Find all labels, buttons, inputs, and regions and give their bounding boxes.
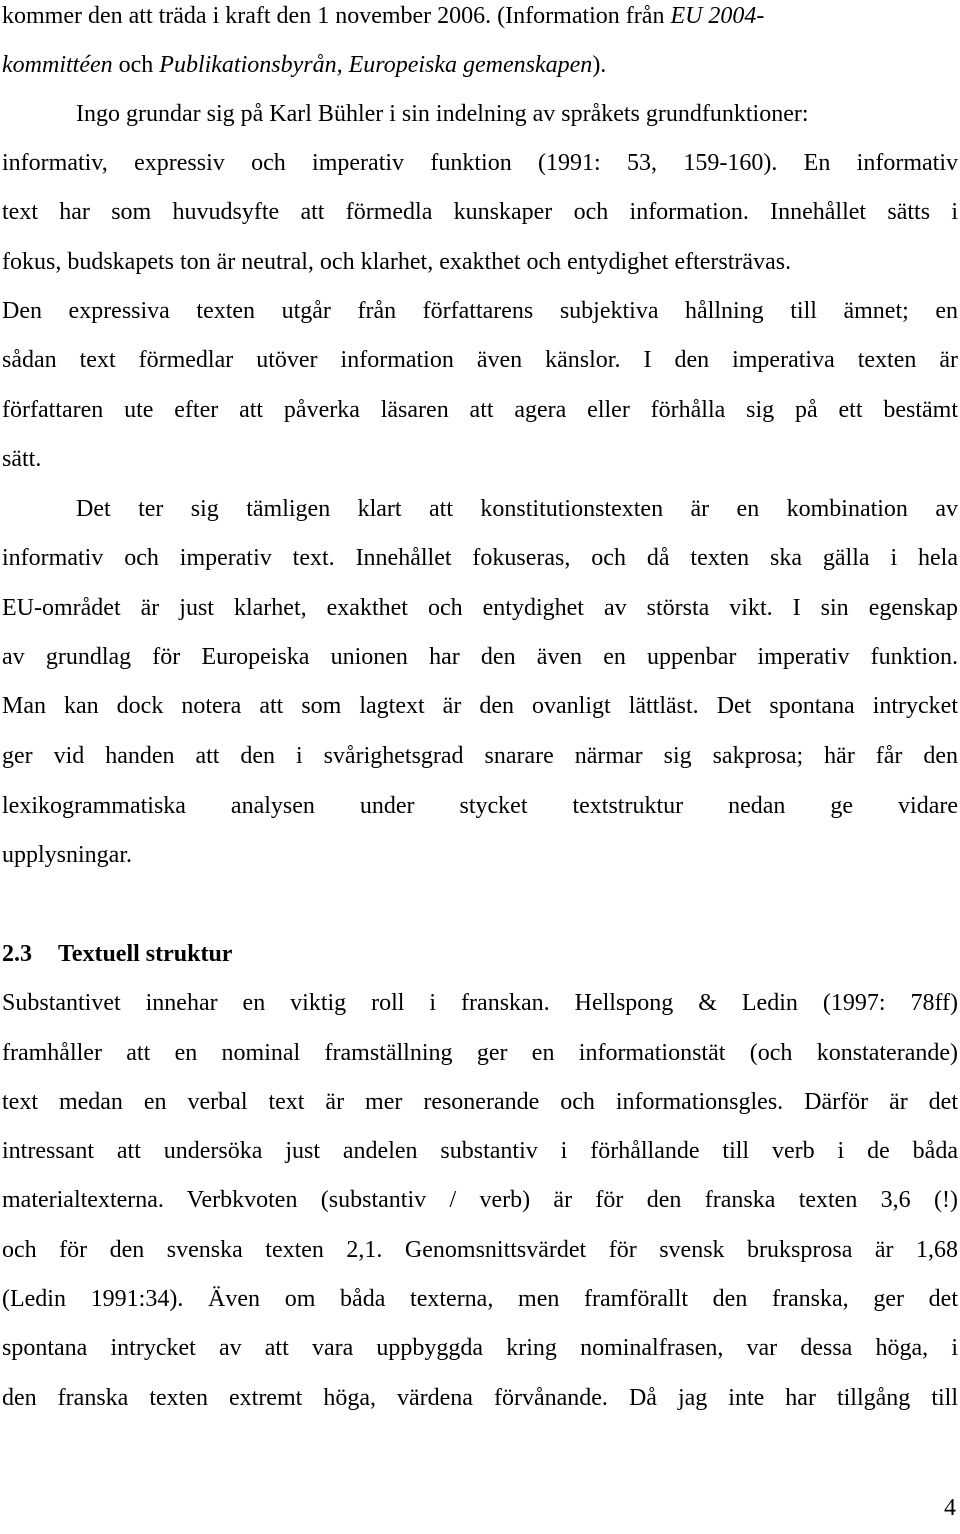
text-run: text medan en verbal text är mer resonerande och informationsgles. Därför är det	[2, 1089, 958, 1115]
page-number: 4	[944, 1495, 956, 1521]
text-line	[76, 100, 958, 128]
text-run: och för den svenska texten 2,1. Genomsnittsvärdet för svensk bruksprosa är 1,68	[2, 1237, 958, 1263]
text-run: informativ, expressiv och imperativ funktion (1991: 53, 159-160). En informativ	[2, 150, 958, 176]
text-line	[2, 841, 958, 869]
text-line	[2, 445, 958, 473]
text-run: Det ter sig tämligen klart att konstitutionstexten är en kombination av	[76, 496, 958, 522]
text-line	[2, 1137, 958, 1165]
text-run: intressant att undersöka just andelen substantiv i förhållande till verb i de båda	[2, 1138, 958, 1164]
text-run: Ingo grundar sig på Karl Bühler i sin indelning av språkets grundfunktioner:	[76, 101, 809, 127]
text-line	[2, 1186, 958, 1214]
text-line	[2, 594, 958, 622]
text-line	[2, 1285, 958, 1313]
text-run: den franska texten extremt höga, värdena förvånande. Då jag inte har tillgång till	[2, 1385, 958, 1411]
text-line	[2, 792, 958, 820]
text-run: EU-området är just klarhet, exakthet och entydighet av största vikt. I sin egenskap	[2, 595, 958, 621]
text-run: EU 2004-	[670, 3, 765, 29]
text-run: Publikationsbyrån, Europeiska gemenskapen	[159, 52, 593, 78]
section-number: 2.3	[2, 941, 32, 967]
text-run: av grundlag för Europeiska unionen har den även en uppenbar imperativ funktion.	[2, 644, 958, 670]
text-line	[2, 346, 958, 374]
text-line	[2, 989, 958, 1017]
text-line	[2, 1384, 958, 1412]
text-line	[2, 1088, 958, 1116]
text-line	[2, 1039, 958, 1067]
text-run: ger vid handen att den i svårighetsgrad snarare närmar sig sakprosa; här får den	[2, 743, 958, 769]
text-run: författaren ute efter att påverka läsaren att agera eller förhålla sig på ett bestämt	[2, 397, 958, 423]
text-line	[2, 643, 958, 671]
text-line	[2, 544, 958, 572]
text-line	[2, 2, 958, 30]
text-run: och	[112, 52, 160, 78]
text-line	[2, 198, 958, 226]
text-run: kommer den att träda i kraft den 1 november 2006. (Information från	[2, 3, 671, 29]
text-line	[2, 51, 958, 79]
text-run: (Ledin 1991:34). Även om båda texterna, men framförallt den franska, ger det	[2, 1286, 958, 1312]
text-run: Man kan dock notera att som lagtext är den ovanligt lättläst. Det spontana intrycket	[2, 693, 958, 719]
text-run: text har som huvudsyfte att förmedla kunskaper och information. Innehållet sätts i	[2, 199, 958, 225]
text-run: sådan text förmedlar utöver information även känslor. I den imperativa texten är	[2, 347, 958, 373]
text-run: informativ och imperativ text. Innehållet fokuseras, och då texten ska gälla i hela	[2, 545, 958, 571]
text-line	[2, 1334, 958, 1362]
text-run: kommittéen	[2, 52, 113, 78]
text-line	[2, 297, 958, 325]
text-run: Den expressiva texten utgår från författarens subjektiva hållning till ämnet; en	[2, 298, 958, 324]
text-line	[2, 396, 958, 424]
text-run: sätt.	[2, 446, 42, 472]
section-title: Textuell struktur	[58, 941, 233, 967]
text-line	[2, 1236, 958, 1264]
text-run: lexikogrammatiska analysen under stycket textstruktur nedan ge vidare	[2, 793, 958, 819]
section-heading	[2, 940, 232, 968]
text-line	[2, 248, 958, 276]
text-run: spontana intrycket av att vara uppbyggda kring nominalfrasen, var dessa höga, i	[2, 1335, 958, 1361]
text-run: framhåller att en nominal framställning ger en informationstät (och konstaterande)	[2, 1040, 958, 1066]
text-run: upplysningar.	[2, 842, 132, 868]
text-run: materialtexterna. Verbkvoten (substantiv / verb) är för den franska texten 3,6 (!)	[2, 1187, 958, 1213]
text-line	[2, 692, 958, 720]
text-line	[2, 149, 958, 177]
text-run: fokus, budskapets ton är neutral, och klarhet, exakthet och entydighet eftersträvas.	[2, 249, 792, 275]
text-run: Substantivet innehar en viktig roll i franskan. Hellspong & Ledin (1997: 78ff)	[2, 990, 958, 1016]
text-line	[2, 742, 958, 770]
text-run: ).	[592, 52, 607, 78]
text-line	[76, 495, 958, 523]
